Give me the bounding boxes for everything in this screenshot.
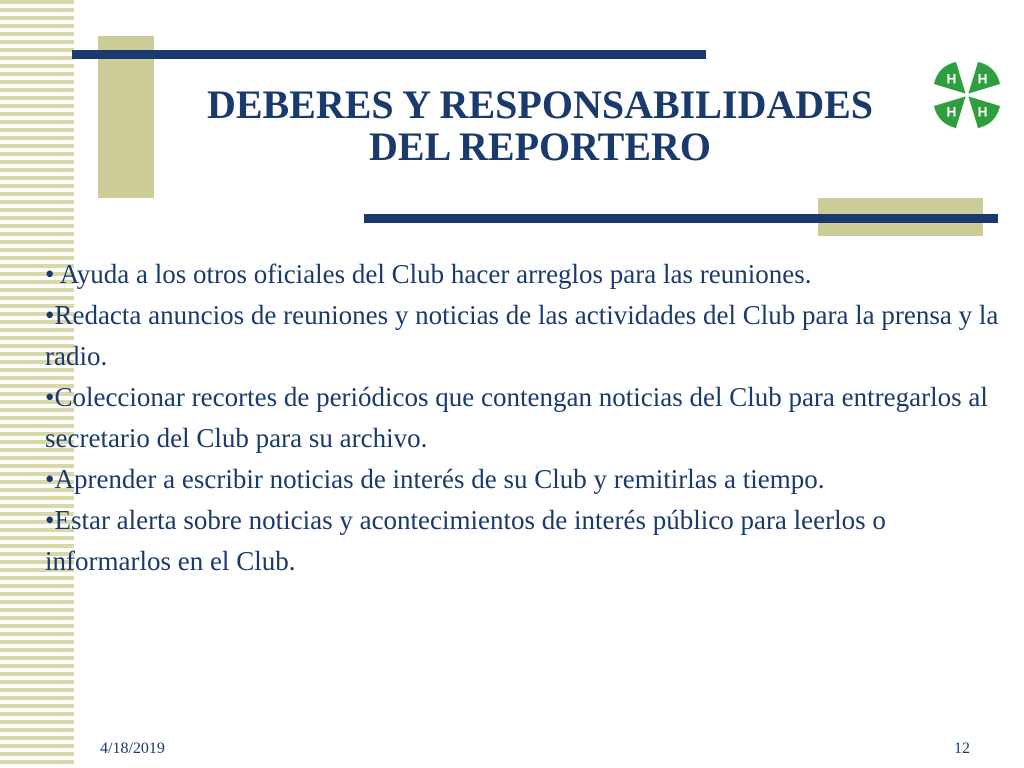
title-line-2: DEL REPORTERO [369,124,711,169]
footer-date: 4/18/2019 [100,740,165,757]
svg-text:H: H [977,71,988,87]
title-rule-top [72,50,706,59]
title-rule-bottom [364,214,998,223]
four-h-clover-icon [928,56,1006,134]
slide-body [45,254,1005,582]
bullet-item: •Redacta anuncios de reuniones y noticias de las actividades del Club para la prensa y la radio. [45,300,999,371]
svg-text:H: H [946,104,957,120]
accent-block-top-left [98,36,154,198]
footer-page-number: 12 [954,740,970,757]
bullet-item: •Coleccionar recortes de periódicos que contengan noticias del Club para entregarlos al secretario del Club para su archivo. [45,382,988,453]
bullet-item: •Aprender a escribir noticias de interés de su Club y remitirlas a tiempo. [45,464,825,494]
svg-text:H: H [977,104,988,120]
slide-title [150,84,930,168]
bullet-item: •Estar alerta sobre noticias y acontecimientos de interés público para leerlos o informarlos en el Club. [45,505,886,576]
title-line-1: DEBERES Y RESPONSABILIDADES [206,82,874,127]
bullet-item: • Ayuda a los otros oficiales del Club hacer arreglos para las reuniones. [45,259,812,289]
svg-text:H: H [946,71,957,87]
